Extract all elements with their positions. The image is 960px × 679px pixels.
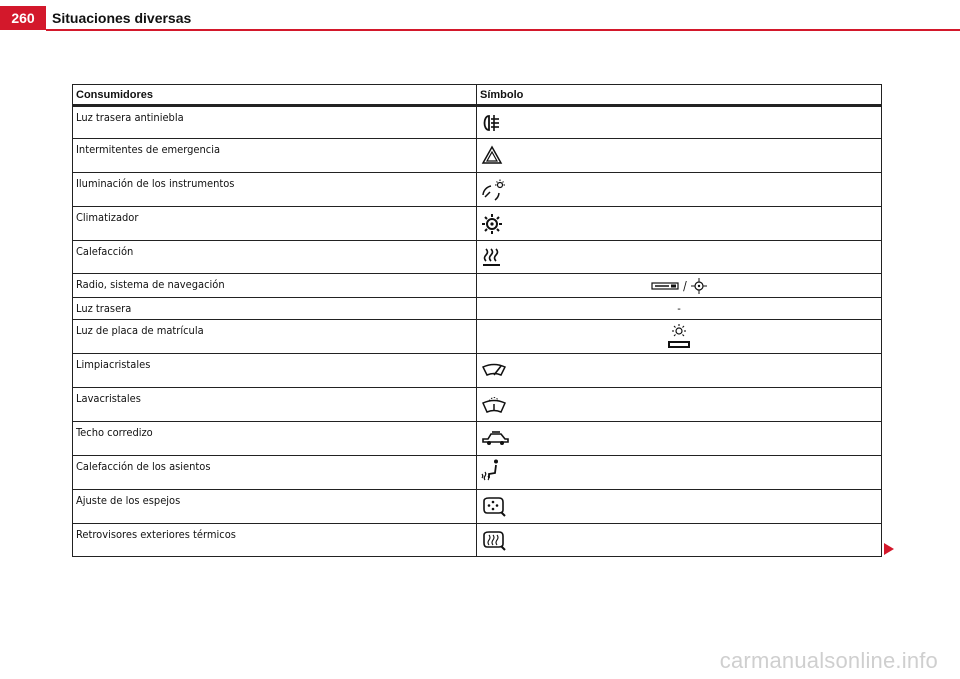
- consumer-label: Luz trasera antiniebla: [73, 107, 477, 138]
- table-row: [73, 421, 881, 455]
- table-row: [73, 353, 881, 387]
- table-row: [73, 240, 881, 273]
- consumer-label: Limpiacristales: [73, 354, 477, 387]
- consumer-label: Techo corredizo: [73, 422, 477, 455]
- table-row: [73, 138, 881, 172]
- seat-heating-icon: [481, 459, 503, 483]
- heating-icon: [481, 247, 503, 269]
- table-row: [73, 273, 881, 297]
- watermark: carmanualsonline.info: [719, 648, 938, 673]
- table-row: [73, 297, 881, 319]
- section-title: Situaciones diversas: [52, 10, 192, 26]
- symbol-separator: /: [683, 279, 687, 293]
- column-header-symbol: Símbolo: [480, 89, 524, 101]
- next-page-arrow-icon[interactable]: [884, 543, 894, 555]
- consumer-label: Ajuste de los espejos: [73, 490, 477, 523]
- header-rule: [46, 29, 960, 31]
- symbol-cell: [477, 207, 881, 240]
- mirror-adjust-icon: [481, 496, 507, 518]
- windscreen-wiper-icon: [481, 360, 507, 380]
- table-row: [73, 489, 881, 523]
- consumer-label: Calefacción: [73, 241, 477, 273]
- consumer-label: Luz trasera: [73, 298, 477, 319]
- symbol-cell: [477, 298, 881, 319]
- radio-navigation-icon: [651, 280, 679, 292]
- consumer-label: Climatizador: [73, 207, 477, 240]
- table-row: [73, 387, 881, 421]
- instrument-lighting-icon: [481, 179, 507, 201]
- symbol-text: -: [677, 302, 681, 315]
- table-row: [73, 319, 881, 353]
- hazard-warning-icon: [481, 145, 503, 165]
- symbol-cell: [477, 422, 881, 455]
- column-header-consumers: Consumidores: [73, 85, 477, 104]
- consumer-label: Retrovisores exteriores térmicos: [73, 524, 477, 556]
- sunroof-icon: [481, 428, 509, 448]
- symbol-cell: [477, 320, 881, 353]
- consumer-label: Lavacristales: [73, 388, 477, 421]
- symbol-cell: [477, 173, 881, 206]
- table-row: [73, 206, 881, 240]
- symbol-cell: [477, 490, 881, 523]
- climate-fan-icon: [481, 213, 503, 235]
- symbol-cell: [477, 354, 881, 387]
- table-row: [73, 105, 881, 138]
- windscreen-washer-icon: [481, 394, 507, 416]
- symbol-cell: [477, 107, 881, 138]
- consumer-label: Luz de placa de matrícula: [73, 320, 477, 353]
- page-number: 260: [0, 6, 46, 30]
- table-row: [73, 523, 881, 556]
- symbol-cell: [477, 456, 881, 489]
- consumer-label: Intermitentes de emergencia: [73, 139, 477, 172]
- symbol-cell: [477, 388, 881, 421]
- consumers-table: [72, 84, 882, 557]
- symbol-cell: [477, 274, 881, 297]
- table-row: [73, 172, 881, 206]
- symbol-cell: [477, 524, 881, 556]
- consumer-label: Iluminación de los instrumentos: [73, 173, 477, 206]
- rear-fog-light-icon: [481, 113, 503, 133]
- page-header: [0, 0, 960, 32]
- table-header-row: [73, 85, 881, 105]
- consumer-label: Calefacción de los asientos: [73, 456, 477, 489]
- consumer-label: Radio, sistema de navegación: [73, 274, 477, 297]
- radio-navigation-symbols: [477, 278, 881, 294]
- symbol-cell: [477, 241, 881, 273]
- license-plate-symbol: [477, 323, 881, 352]
- navigation-crosshair-icon: [691, 278, 707, 294]
- heated-mirror-icon: [481, 530, 507, 552]
- license-plate-light-icon: [667, 323, 691, 349]
- table-row: [73, 455, 881, 489]
- symbol-cell: [477, 139, 881, 172]
